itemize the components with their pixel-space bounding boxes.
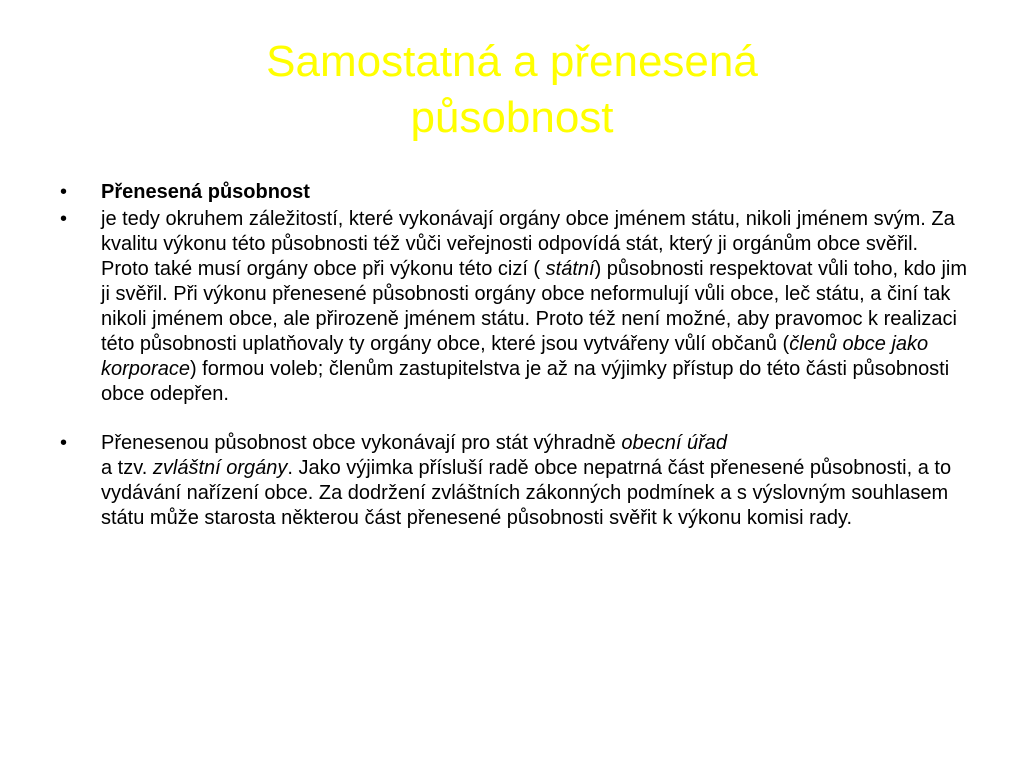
slide-title-line-1: Samostatná a přenesená <box>266 37 758 86</box>
definition-emphasis-2: členů obce jako korporace <box>101 333 929 380</box>
bullet-heading <box>60 180 970 205</box>
definition-text-2: ) působnosti respektovat vůli toho, kdo jim ji svěřil. Při výkonu přenesené působnosti orgány obce neformulují vůli obce, leč státu, a činí tak nikoli jménem obce, ale přirozeně jménem státu. Proto též není možné, aby pravomoc k realizaci této působnosti uplatňovaly ty orgány obce, které jsou vytvářeny vůlí občanů ( <box>101 258 967 355</box>
execution-emphasis-2: zvláštní orgány <box>152 457 288 479</box>
execution-emphasis-1: obecní úřad <box>621 432 727 454</box>
definition-text-3: ) formou voleb; členům zastupitelstva je až na výjimky přístup do této části působnosti obce odepřen. <box>101 358 950 405</box>
execution-text-1: Přenesenou působnost obce vykonávají pro stát výhradně <box>101 432 622 454</box>
bullet-execution <box>60 431 970 531</box>
bullet-heading-text: Přenesená působnost <box>101 181 310 203</box>
execution-text-3: . Jako výjimka přísluší radě obce nepatrná část přenesené působnosti, a to vydávání nařízení obce. Za dodržení zvláštních zákonných podmínek a s výslovným souhlasem státu může starosta některou část přenesené působnosti svěřit k výkonu komisi rady. <box>101 457 952 529</box>
bullet-definition <box>60 207 970 407</box>
definition-emphasis-1: státní <box>545 258 595 280</box>
execution-text-2: a tzv. <box>101 457 153 479</box>
definition-text-1: je tedy okruhem záležitostí, které vykonávají orgány obce jménem státu, nikoli jménem svým. Za kvalitu výkonu této působnosti též vůči veřejnosti odpovídá stát, který ji orgánům obce svěřil. Proto také musí orgány obce při výkonu této cizí ( <box>101 208 955 280</box>
slide-title <box>112 34 912 146</box>
bullet-list <box>60 180 970 533</box>
slide-title-line-2: působnost <box>410 93 614 142</box>
